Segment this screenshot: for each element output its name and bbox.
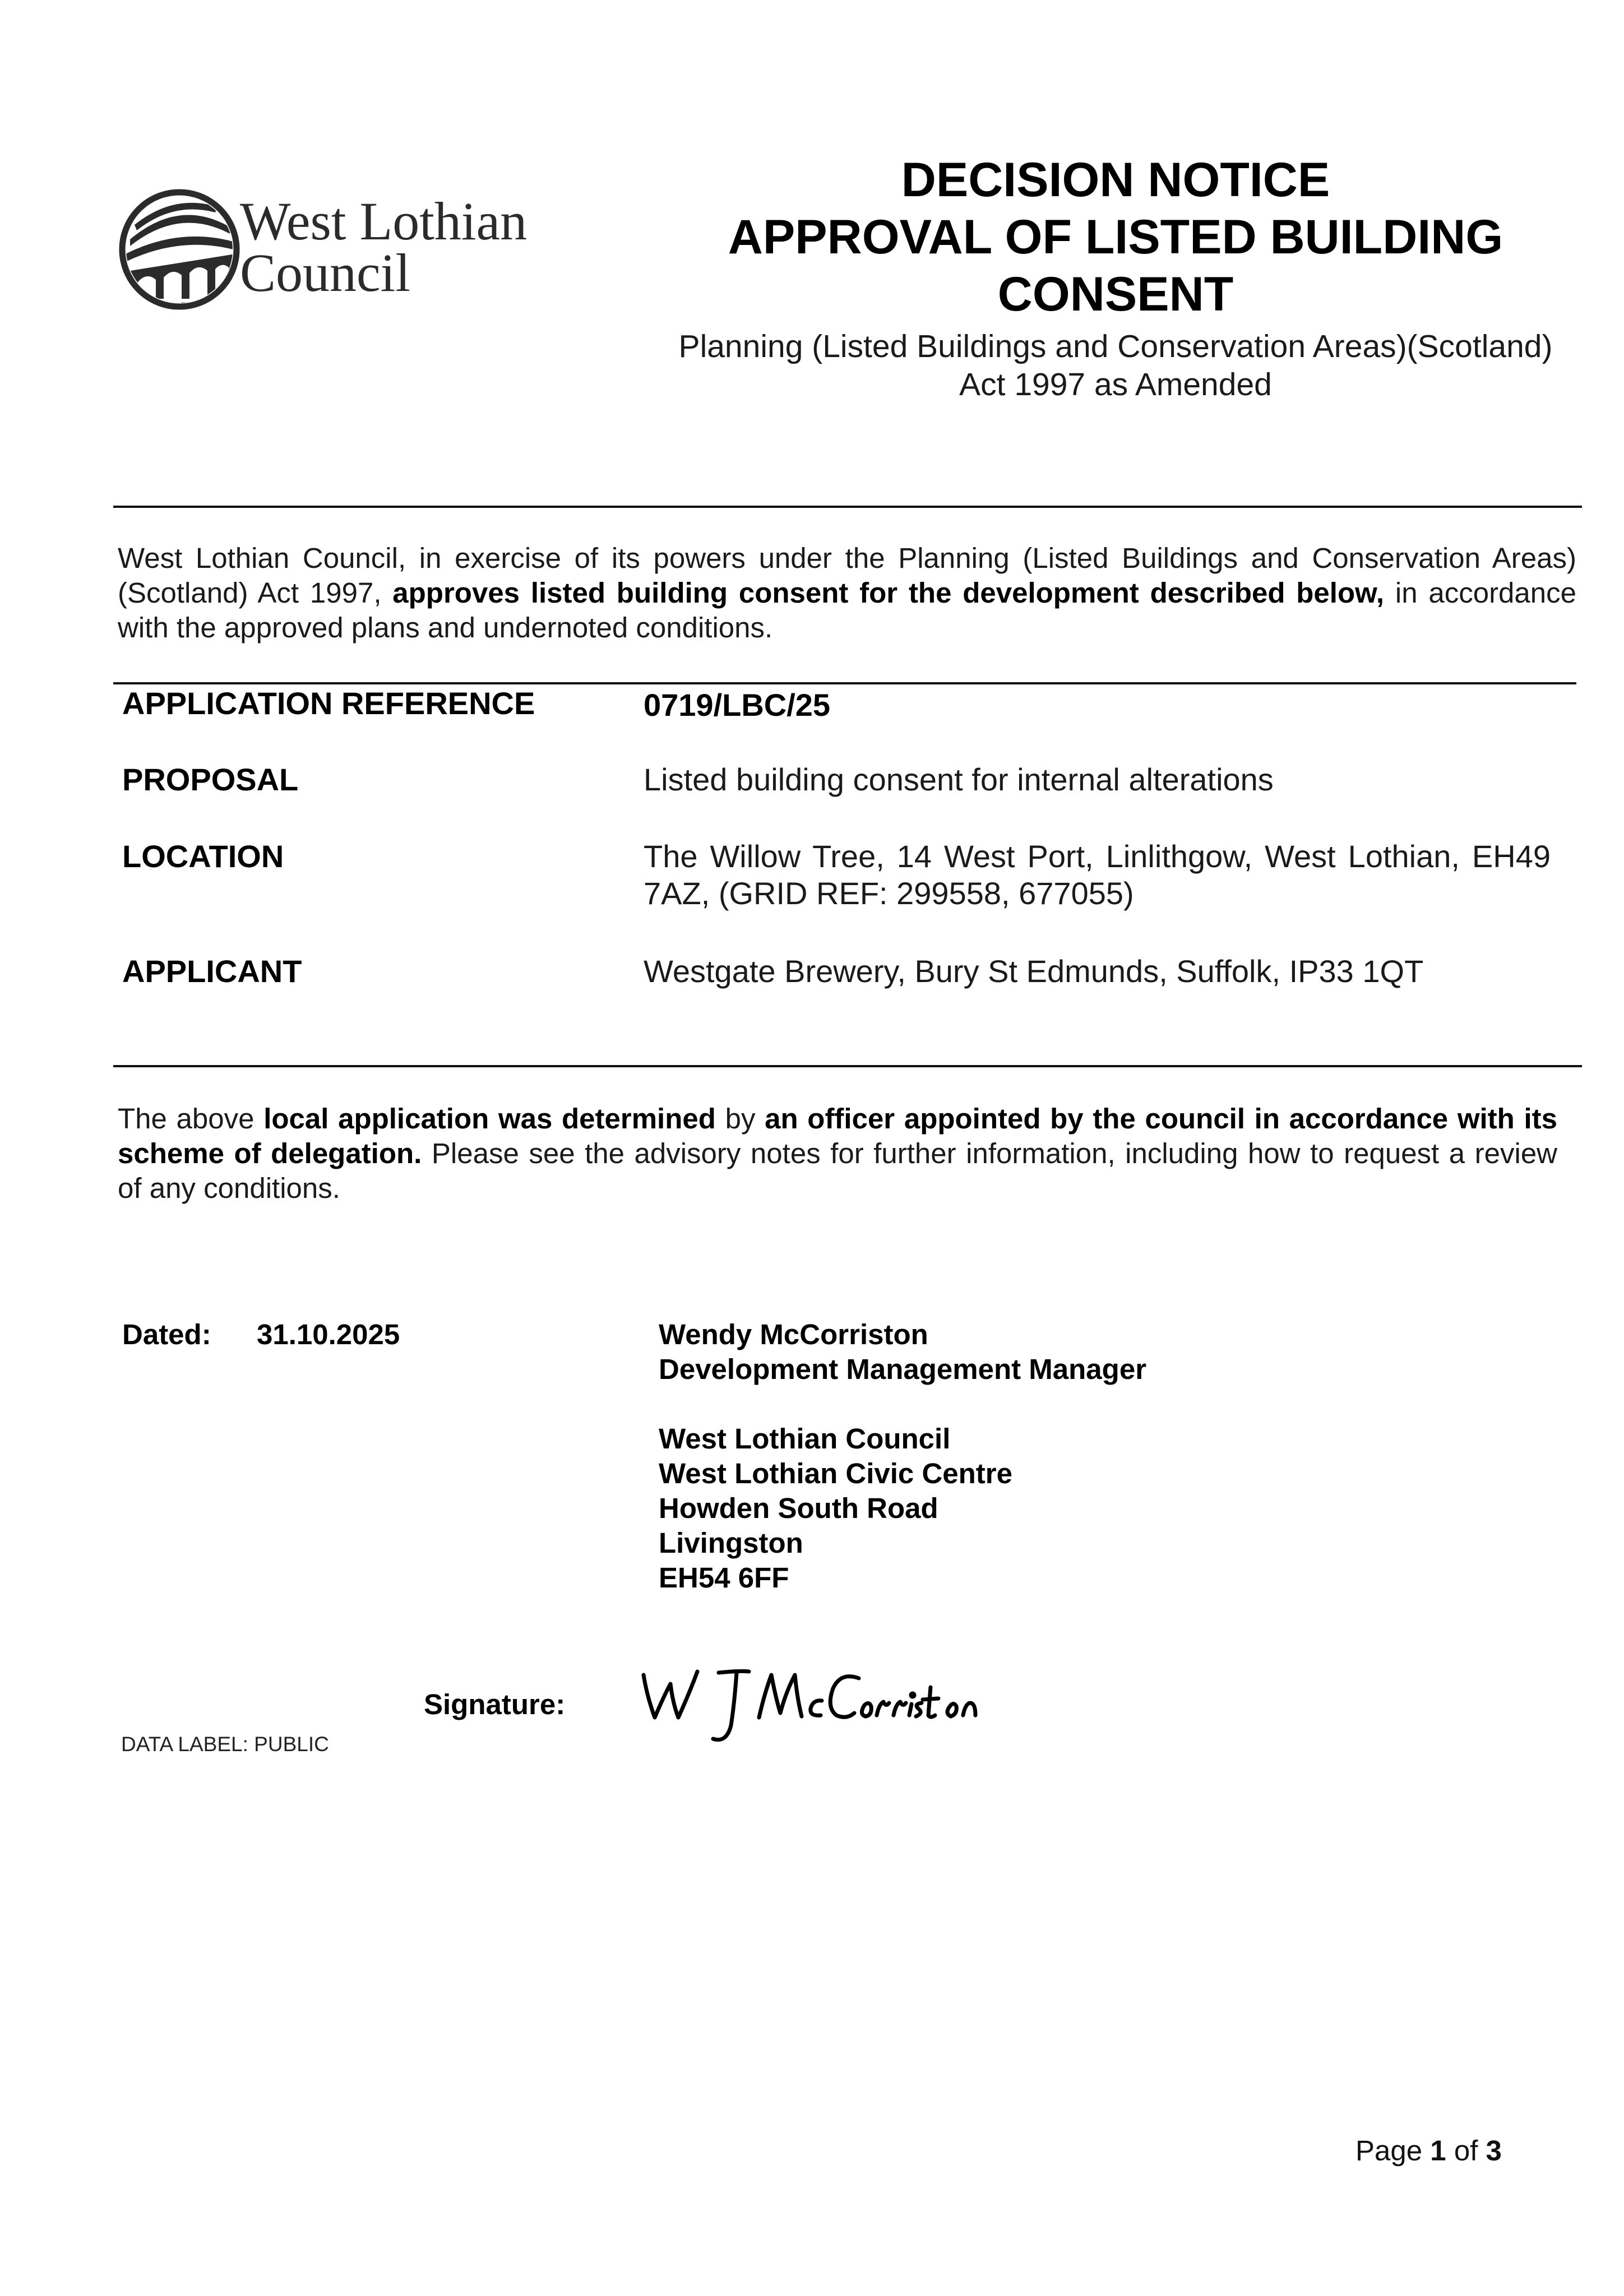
page-number	[1355, 2133, 1502, 2168]
address-line: EH54 6FF	[659, 1562, 789, 1594]
determination-text-3: Please see the advisory notes for further information, including how to request a review of any conditions.	[118, 1137, 1558, 1204]
notice-title-line-1: DECISION NOTICE	[901, 153, 1330, 207]
applicant-label: APPLICANT	[122, 953, 302, 989]
council-wordmark	[240, 191, 528, 303]
logo-line-2: Council	[240, 243, 410, 303]
dated-value: 31.10.2025	[257, 1318, 400, 1350]
signature-label: Signature:	[424, 1688, 566, 1720]
proposal-label: PROPOSAL	[122, 762, 299, 797]
council-logo	[118, 188, 566, 317]
determination-text-2: by	[715, 1103, 765, 1135]
reference-label: APPLICATION REFERENCE	[122, 686, 535, 721]
notice-title-line-2: APPROVAL OF LISTED BUILDING	[728, 210, 1503, 264]
page-of: of	[1454, 2135, 1478, 2167]
page-total: 3	[1486, 2135, 1502, 2167]
proposal-value: Listed building consent for internal alterations	[644, 762, 1274, 797]
notice-title-line-3: CONSENT	[997, 267, 1234, 321]
dated-label: Dated:	[122, 1318, 211, 1350]
location-label: LOCATION	[122, 839, 284, 874]
details-bottom-divider	[113, 1065, 1582, 1067]
intro-text-end: in accordance with the approved plans and undernoted conditions.	[118, 577, 1577, 644]
data-label: DATA LABEL: PUBLIC	[121, 1733, 329, 1756]
notice-subtitle-line-2: Act 1997 as Amended	[959, 367, 1272, 402]
notice-title-block	[645, 151, 1586, 404]
page-current: 1	[1430, 2135, 1446, 2167]
applicant-value: Westgate Brewery, Bury St Edmunds, Suffolk, IP33 1QT	[644, 953, 1424, 989]
reference-value: 0719/LBC/25	[644, 687, 831, 723]
determination-bold-2: an officer appointed by the council in accordance with its scheme of delegation.	[118, 1103, 1557, 1169]
handwritten-signature	[639, 1659, 1043, 1749]
determination-text-1: The above	[118, 1103, 264, 1135]
determination-bold-1: local application was determined	[263, 1103, 716, 1135]
intro-paragraph	[118, 541, 1576, 645]
intro-text-start: West Lothian Council, in exercise of its powers under the Planning (Listed Buildings and Conservation Areas)(Scotland) Act 1997,	[118, 542, 1576, 609]
logo-line-1: West Lothian	[240, 191, 528, 251]
officer-block	[659, 1317, 1146, 1595]
determination-paragraph	[118, 1101, 1557, 1206]
notice-subtitle-line-1: Planning (Listed Buildings and Conservation Areas)(Scotland)	[678, 328, 1553, 364]
address-line: West Lothian Council	[659, 1423, 951, 1455]
intro-text-bold: approves listed building consent for the development described below,	[392, 577, 1385, 609]
details-top-divider	[113, 682, 1576, 684]
page-prefix: Page	[1355, 2135, 1423, 2167]
address-line: West Lothian Civic Centre	[659, 1457, 1013, 1489]
officer-title: Development Management Manager	[659, 1353, 1147, 1385]
officer-name: Wendy McCorriston	[659, 1318, 928, 1350]
header-divider	[113, 506, 1582, 508]
council-viaduct-emblem-icon	[118, 188, 241, 311]
address-line: Howden South Road	[659, 1492, 938, 1524]
location-value: The Willow Tree, 14 West Port, Linlithgow, West Lothian, EH49 7AZ, (GRID REF: 299558, 677055)	[644, 839, 1551, 911]
address-line: Livingston	[659, 1527, 803, 1559]
